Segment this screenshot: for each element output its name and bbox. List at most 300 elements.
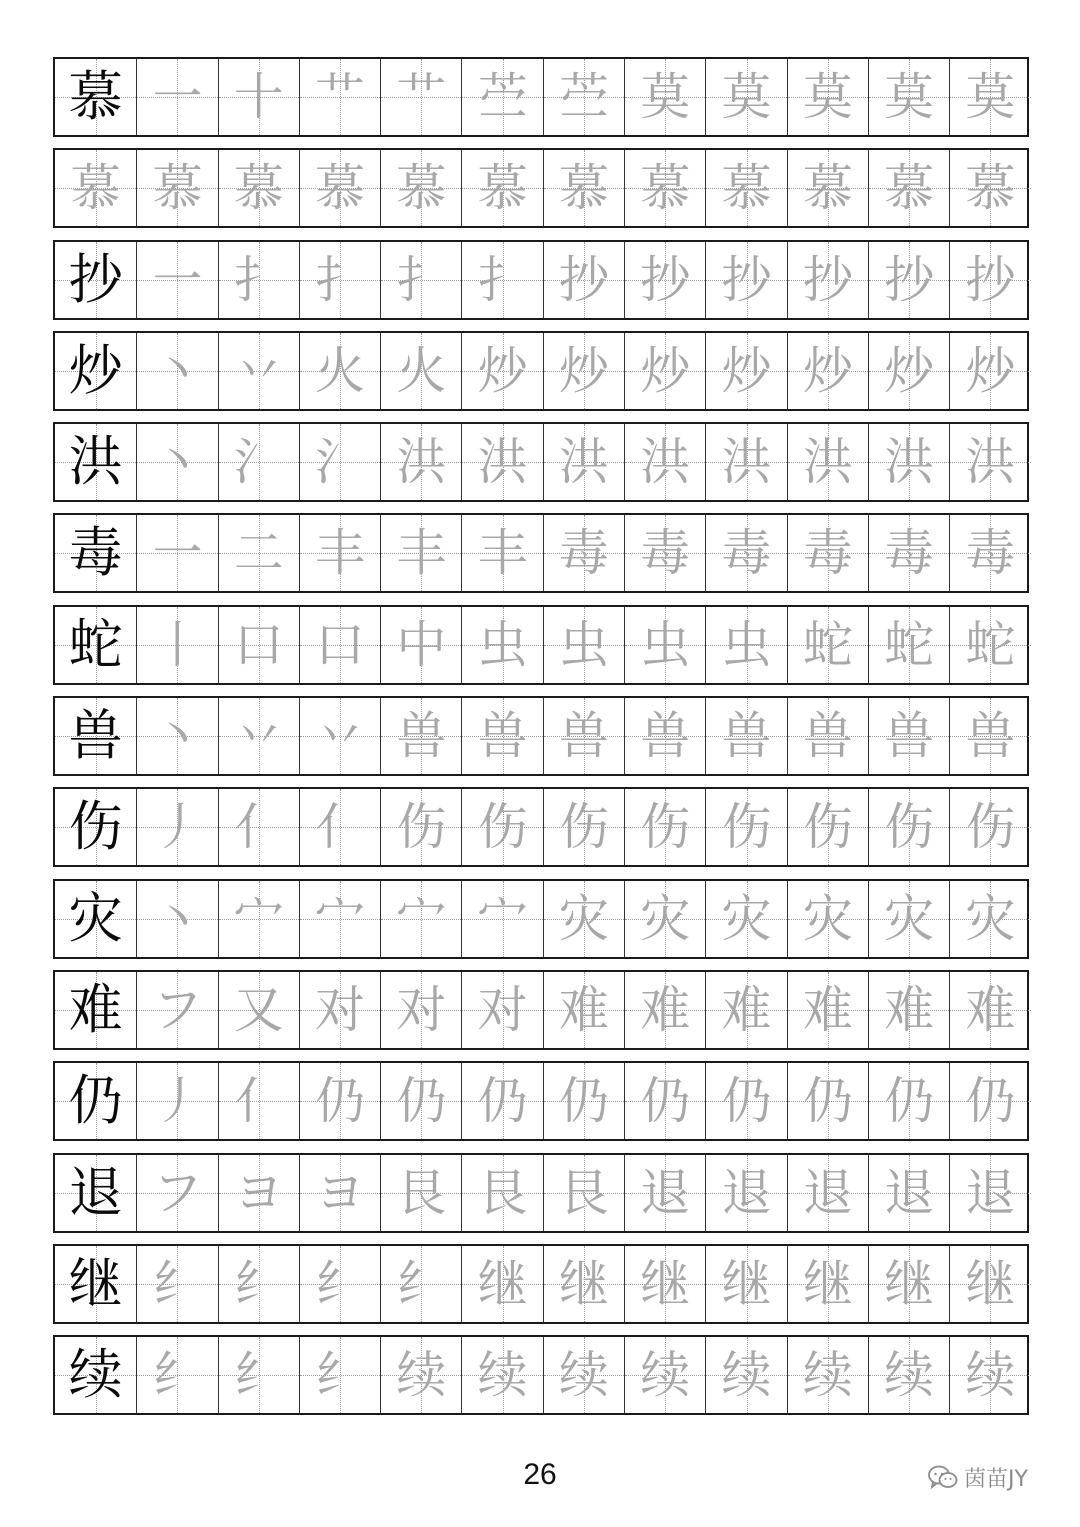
model-character-cell (55, 607, 136, 683)
stroke-step-cell (949, 515, 1030, 591)
stroke-step-glyph: 伤 (884, 798, 935, 857)
stroke-step-cell (299, 515, 380, 591)
stroke-step-cell (136, 1246, 217, 1322)
stroke-step-cell (136, 424, 217, 500)
stroke-step-cell (218, 698, 299, 774)
stroke-step-cell (218, 1155, 299, 1231)
stroke-step-cell (705, 1155, 786, 1231)
stroke-step-cell (136, 972, 217, 1048)
stroke-step-glyph: 炒 (477, 341, 528, 400)
stroke-step-glyph: 继 (558, 1254, 609, 1313)
stroke-step-glyph: 丰 (477, 524, 528, 583)
stroke-step-glyph: 炒 (884, 341, 935, 400)
stroke-step-cell (136, 333, 217, 409)
stroke-step-glyph: 洪 (721, 433, 772, 492)
practice-row (53, 331, 1029, 411)
stroke-step-glyph: 伤 (640, 798, 691, 857)
stroke-step-cell (136, 698, 217, 774)
stroke-step-glyph: 丨 (152, 615, 203, 674)
stroke-step-cell (136, 1063, 217, 1139)
stroke-step-cell (461, 972, 542, 1048)
stroke-step-glyph: 继 (477, 1254, 528, 1313)
stroke-step-glyph: 伤 (477, 798, 528, 857)
stroke-step-glyph: 纟 (233, 1254, 284, 1313)
stroke-step-cell (461, 515, 542, 591)
stroke-step-cell (705, 607, 786, 683)
stroke-step-cell (624, 789, 705, 865)
stroke-step-glyph: 兽 (558, 707, 609, 766)
stroke-step-glyph: 慕 (396, 159, 447, 218)
stroke-step-cell (787, 972, 868, 1048)
stroke-step-cell (380, 1337, 461, 1413)
stroke-step-glyph: 炒 (558, 341, 609, 400)
stroke-step-glyph: 慕 (315, 159, 366, 218)
stroke-step-glyph: 洪 (477, 433, 528, 492)
stroke-step-cell (299, 698, 380, 774)
stroke-step-glyph: 仍 (396, 1072, 447, 1131)
stroke-step-cell (299, 972, 380, 1048)
stroke-step-cell (461, 1337, 542, 1413)
stroke-step-glyph: 纟 (233, 1346, 284, 1405)
stroke-step-cell (949, 1246, 1030, 1322)
stroke-step-cell (868, 881, 949, 957)
stroke-step-glyph: 慕 (884, 159, 935, 218)
stroke-step-cell (543, 515, 624, 591)
model-character: 仍 (68, 1069, 123, 1133)
stroke-step-glyph: 伤 (558, 798, 609, 857)
stroke-step-cell (218, 333, 299, 409)
stroke-step-glyph: 莫 (802, 68, 853, 126)
model-character-cell (55, 333, 136, 409)
stroke-step-glyph: 洪 (884, 433, 935, 492)
stroke-step-cell (868, 333, 949, 409)
stroke-step-cell (461, 1063, 542, 1139)
stroke-step-cell (218, 1063, 299, 1139)
stroke-step-cell (705, 242, 786, 318)
stroke-step-glyph: 慕 (477, 159, 528, 218)
stroke-step-glyph: 慕 (233, 159, 284, 218)
stroke-step-cell (218, 789, 299, 865)
stroke-step-cell (380, 59, 461, 135)
stroke-step-glyph: 火 (315, 341, 366, 400)
practice-row (53, 1244, 1029, 1324)
stroke-step-cell (787, 515, 868, 591)
stroke-step-glyph: 毒 (965, 524, 1016, 583)
stroke-step-glyph: 丶 (152, 707, 203, 766)
stroke-step-glyph: 兽 (640, 707, 691, 766)
stroke-step-cell (380, 972, 461, 1048)
stroke-step-glyph: 宀 (396, 889, 447, 948)
stroke-step-glyph: 苎 (558, 68, 609, 126)
stroke-step-glyph: 丶 (152, 889, 203, 948)
stroke-step-cell (624, 607, 705, 683)
stroke-step-cell (218, 1246, 299, 1322)
stroke-step-cell (949, 242, 1030, 318)
stroke-step-glyph: 丷 (315, 707, 366, 766)
stroke-step-glyph: 续 (802, 1346, 853, 1405)
stroke-step-glyph: 一 (152, 524, 203, 583)
stroke-step-glyph: 仍 (721, 1072, 772, 1131)
stroke-step-glyph: 对 (477, 980, 528, 1039)
stroke-step-cell (949, 1063, 1030, 1139)
stroke-step-glyph: 慕 (152, 159, 203, 218)
stroke-step-cell (949, 59, 1030, 135)
stroke-step-cell (218, 424, 299, 500)
stroke-step-cell (218, 59, 299, 135)
stroke-step-cell (705, 789, 786, 865)
stroke-step-glyph: 兽 (477, 707, 528, 766)
stroke-step-cell (868, 1155, 949, 1231)
stroke-step-glyph: 难 (558, 980, 609, 1039)
stroke-step-cell (299, 150, 380, 226)
stroke-step-cell (461, 607, 542, 683)
stroke-step-cell (218, 1337, 299, 1413)
stroke-step-glyph: 对 (315, 980, 366, 1039)
stroke-step-cell (136, 881, 217, 957)
stroke-step-glyph: 十 (233, 68, 284, 126)
stroke-step-glyph: 慕 (70, 159, 121, 218)
stroke-step-cell (868, 607, 949, 683)
stroke-step-glyph: 抄 (721, 250, 772, 309)
stroke-step-glyph: 慕 (640, 159, 691, 218)
stroke-step-glyph: 丷 (233, 707, 284, 766)
stroke-step-cell (299, 1246, 380, 1322)
stroke-step-cell (787, 1155, 868, 1231)
stroke-step-cell (624, 150, 705, 226)
model-character: 蛇 (68, 612, 123, 676)
stroke-step-glyph: 亻 (233, 1072, 284, 1131)
practice-row (53, 240, 1029, 320)
practice-row (53, 696, 1029, 776)
stroke-step-glyph: 兽 (965, 707, 1016, 766)
stroke-step-glyph: 伤 (721, 798, 772, 857)
stroke-step-cell (705, 1246, 786, 1322)
stroke-step-glyph: 纟 (152, 1346, 203, 1405)
stroke-step-glyph: 艹 (315, 68, 366, 126)
stroke-step-cell (543, 789, 624, 865)
stroke-step-cell (624, 242, 705, 318)
stroke-step-glyph: 仍 (315, 1072, 366, 1131)
stroke-step-glyph: 续 (558, 1346, 609, 1405)
stroke-step-cell (624, 1246, 705, 1322)
stroke-step-cell (949, 607, 1030, 683)
stroke-step-glyph: 宀 (477, 889, 528, 948)
model-character-cell (55, 698, 136, 774)
stroke-step-cell (868, 1063, 949, 1139)
stroke-step-cell (55, 150, 136, 226)
stroke-step-cell (380, 789, 461, 865)
stroke-step-glyph: 艮 (558, 1163, 609, 1222)
stroke-step-cell (705, 1337, 786, 1413)
stroke-step-cell (461, 789, 542, 865)
stroke-step-glyph: 丶 (152, 433, 203, 492)
model-character: 毒 (68, 521, 123, 585)
stroke-step-glyph: 抄 (558, 250, 609, 309)
stroke-step-glyph: 继 (965, 1254, 1016, 1313)
stroke-step-glyph: 丿 (152, 798, 203, 857)
stroke-step-glyph: 氵 (315, 433, 366, 492)
stroke-step-glyph: 莫 (884, 68, 935, 126)
practice-row (53, 1335, 1029, 1415)
practice-row (53, 605, 1029, 685)
stroke-step-glyph: 继 (721, 1254, 772, 1313)
stroke-step-cell (380, 1155, 461, 1231)
stroke-step-glyph: 灾 (802, 889, 853, 948)
model-character: 续 (68, 1343, 123, 1407)
stroke-step-cell (787, 1063, 868, 1139)
stroke-step-cell (380, 242, 461, 318)
stroke-step-glyph: 宀 (233, 889, 284, 948)
stroke-step-glyph: 退 (965, 1163, 1016, 1222)
stroke-step-cell (299, 607, 380, 683)
model-character: 继 (68, 1251, 123, 1315)
stroke-step-glyph: 扌 (233, 250, 284, 309)
model-character-cell (55, 1246, 136, 1322)
stroke-step-glyph: 莫 (965, 68, 1016, 126)
stroke-step-cell (380, 1063, 461, 1139)
stroke-step-cell (543, 1155, 624, 1231)
stroke-step-glyph: 慕 (721, 159, 772, 218)
stroke-step-cell (299, 242, 380, 318)
stroke-step-cell (705, 972, 786, 1048)
stroke-step-cell (787, 333, 868, 409)
model-character: 洪 (68, 430, 123, 494)
model-character-cell (55, 1155, 136, 1231)
stroke-step-glyph: フ (152, 1163, 203, 1222)
stroke-step-glyph: 炒 (721, 341, 772, 400)
model-character-cell (55, 789, 136, 865)
stroke-step-cell (136, 789, 217, 865)
stroke-step-cell (543, 1337, 624, 1413)
stroke-step-glyph: 莫 (721, 68, 772, 126)
stroke-step-glyph: 慕 (802, 159, 853, 218)
stroke-step-glyph: 兽 (802, 707, 853, 766)
stroke-step-glyph: 纟 (152, 1254, 203, 1313)
stroke-step-cell (136, 242, 217, 318)
stroke-step-cell (787, 150, 868, 226)
stroke-step-glyph: 洪 (558, 433, 609, 492)
stroke-step-glyph: 退 (802, 1163, 853, 1222)
stroke-step-glyph: 兽 (884, 707, 935, 766)
stroke-step-cell (949, 881, 1030, 957)
model-character-cell (55, 242, 136, 318)
stroke-step-glyph: 蛇 (802, 615, 853, 674)
stroke-step-cell (624, 1337, 705, 1413)
stroke-step-glyph: 口 (315, 615, 366, 674)
model-character: 伤 (68, 795, 123, 859)
stroke-step-glyph: 对 (396, 980, 447, 1039)
stroke-step-glyph: 一 (152, 250, 203, 309)
stroke-step-glyph: 又 (233, 980, 284, 1039)
model-character: 兽 (68, 704, 123, 768)
stroke-step-cell (543, 333, 624, 409)
stroke-step-glyph: 亻 (315, 798, 366, 857)
stroke-step-cell (868, 789, 949, 865)
stroke-step-glyph: 丶 (152, 341, 203, 400)
stroke-step-cell (543, 424, 624, 500)
stroke-step-cell (461, 1246, 542, 1322)
stroke-step-glyph: 续 (721, 1346, 772, 1405)
practice-row (53, 57, 1029, 137)
stroke-step-cell (299, 789, 380, 865)
stroke-step-glyph: 仍 (640, 1072, 691, 1131)
stroke-step-cell (705, 881, 786, 957)
model-character-cell (55, 881, 136, 957)
stroke-step-glyph: フ (152, 980, 203, 1039)
stroke-step-cell (624, 424, 705, 500)
stroke-step-cell (624, 515, 705, 591)
stroke-step-glyph: 炒 (965, 341, 1016, 400)
practice-row (53, 970, 1029, 1050)
stroke-step-cell (380, 424, 461, 500)
practice-row (53, 879, 1029, 959)
stroke-step-cell (705, 1063, 786, 1139)
stroke-step-cell (624, 698, 705, 774)
stroke-step-glyph: 纟 (396, 1254, 447, 1313)
stroke-step-cell (949, 1155, 1030, 1231)
stroke-step-glyph: 续 (640, 1346, 691, 1405)
stroke-step-glyph: 仍 (884, 1072, 935, 1131)
stroke-step-cell (868, 515, 949, 591)
stroke-step-glyph: 二 (233, 524, 284, 583)
stroke-step-cell (461, 424, 542, 500)
stroke-step-cell (949, 424, 1030, 500)
stroke-step-glyph: 难 (721, 980, 772, 1039)
stroke-step-glyph: 中 (396, 615, 447, 674)
stroke-step-cell (543, 1246, 624, 1322)
stroke-step-glyph: 扌 (315, 250, 366, 309)
stroke-step-glyph: 艮 (477, 1163, 528, 1222)
stroke-step-glyph: 仍 (477, 1072, 528, 1131)
stroke-step-cell (299, 1337, 380, 1413)
stroke-step-cell (949, 1337, 1030, 1413)
stroke-step-glyph: 丰 (396, 524, 447, 583)
stroke-step-cell (868, 1246, 949, 1322)
stroke-step-glyph: 抄 (802, 250, 853, 309)
stroke-step-cell (624, 972, 705, 1048)
model-character: 抄 (68, 247, 123, 311)
stroke-step-cell (624, 1155, 705, 1231)
stroke-step-cell (218, 150, 299, 226)
stroke-step-glyph: 炒 (802, 341, 853, 400)
model-character-cell (55, 59, 136, 135)
stroke-step-glyph: 伤 (965, 798, 1016, 857)
practice-row (53, 513, 1029, 593)
stroke-step-cell (868, 242, 949, 318)
stroke-step-glyph: 灾 (721, 889, 772, 948)
stroke-step-glyph: 洪 (802, 433, 853, 492)
stroke-step-cell (949, 789, 1030, 865)
stroke-step-cell (380, 333, 461, 409)
model-character: 炒 (68, 338, 123, 402)
stroke-step-glyph: 毒 (721, 524, 772, 583)
stroke-step-cell (461, 881, 542, 957)
stroke-step-glyph: 难 (884, 980, 935, 1039)
stroke-step-glyph: 难 (965, 980, 1016, 1039)
stroke-step-cell (949, 333, 1030, 409)
stroke-step-glyph: 宀 (315, 889, 366, 948)
model-character-cell (55, 1337, 136, 1413)
stroke-step-cell (787, 698, 868, 774)
page-number: 26 (523, 1458, 557, 1491)
stroke-step-cell (299, 1155, 380, 1231)
stroke-step-glyph: 毒 (558, 524, 609, 583)
stroke-step-cell (949, 972, 1030, 1048)
stroke-step-glyph: 纟 (315, 1346, 366, 1405)
stroke-step-cell (299, 333, 380, 409)
stroke-step-cell (624, 1063, 705, 1139)
stroke-step-glyph: 虫 (721, 615, 772, 674)
model-character: 难 (68, 977, 123, 1041)
stroke-step-glyph: 毒 (640, 524, 691, 583)
stroke-step-glyph: 退 (640, 1163, 691, 1222)
stroke-step-cell (949, 698, 1030, 774)
stroke-step-cell (543, 150, 624, 226)
stroke-step-glyph: 苎 (477, 68, 528, 126)
stroke-step-cell (299, 59, 380, 135)
stroke-step-cell (705, 515, 786, 591)
stroke-step-cell (299, 424, 380, 500)
stroke-step-cell (868, 424, 949, 500)
stroke-step-glyph: 伤 (802, 798, 853, 857)
stroke-step-cell (787, 242, 868, 318)
stroke-step-glyph: 扌 (477, 250, 528, 309)
stroke-step-glyph: 继 (640, 1254, 691, 1313)
stroke-step-glyph: 艹 (396, 68, 447, 126)
stroke-step-glyph: 仍 (965, 1072, 1016, 1131)
stroke-step-cell (705, 424, 786, 500)
stroke-step-glyph: 续 (477, 1346, 528, 1405)
stroke-step-glyph: 丷 (233, 341, 284, 400)
stroke-step-glyph: 续 (965, 1346, 1016, 1405)
stroke-step-glyph: 扌 (396, 250, 447, 309)
stroke-step-cell (787, 881, 868, 957)
stroke-step-glyph: 仍 (558, 1072, 609, 1131)
stroke-step-cell (787, 1246, 868, 1322)
wechat-icon (928, 1465, 958, 1491)
stroke-step-cell (705, 59, 786, 135)
stroke-step-cell (136, 150, 217, 226)
stroke-step-glyph: 抄 (640, 250, 691, 309)
stroke-step-glyph: 洪 (396, 433, 447, 492)
stroke-step-glyph: 丰 (315, 524, 366, 583)
stroke-step-cell (624, 59, 705, 135)
stroke-step-glyph: 蛇 (965, 615, 1016, 674)
stroke-step-cell (136, 607, 217, 683)
stroke-step-cell (136, 1155, 217, 1231)
stroke-step-cell (543, 607, 624, 683)
stroke-step-glyph: 灾 (965, 889, 1016, 948)
stroke-step-cell (218, 242, 299, 318)
stroke-step-glyph: 蛇 (884, 615, 935, 674)
stroke-step-cell (461, 59, 542, 135)
stroke-step-glyph: 虫 (477, 615, 528, 674)
stroke-step-cell (380, 515, 461, 591)
stroke-step-glyph: 抄 (884, 250, 935, 309)
stroke-step-glyph: 仍 (802, 1072, 853, 1131)
stroke-step-cell (136, 515, 217, 591)
stroke-step-glyph: 续 (884, 1346, 935, 1405)
stroke-step-glyph: 抄 (965, 250, 1016, 309)
stroke-step-cell (624, 333, 705, 409)
stroke-step-cell (543, 1063, 624, 1139)
model-character-cell (55, 972, 136, 1048)
stroke-step-cell (705, 150, 786, 226)
model-character: 慕 (68, 65, 123, 128)
practice-grid (53, 57, 1029, 1426)
watermark (928, 1462, 1028, 1493)
stroke-step-glyph: 艮 (396, 1163, 447, 1222)
